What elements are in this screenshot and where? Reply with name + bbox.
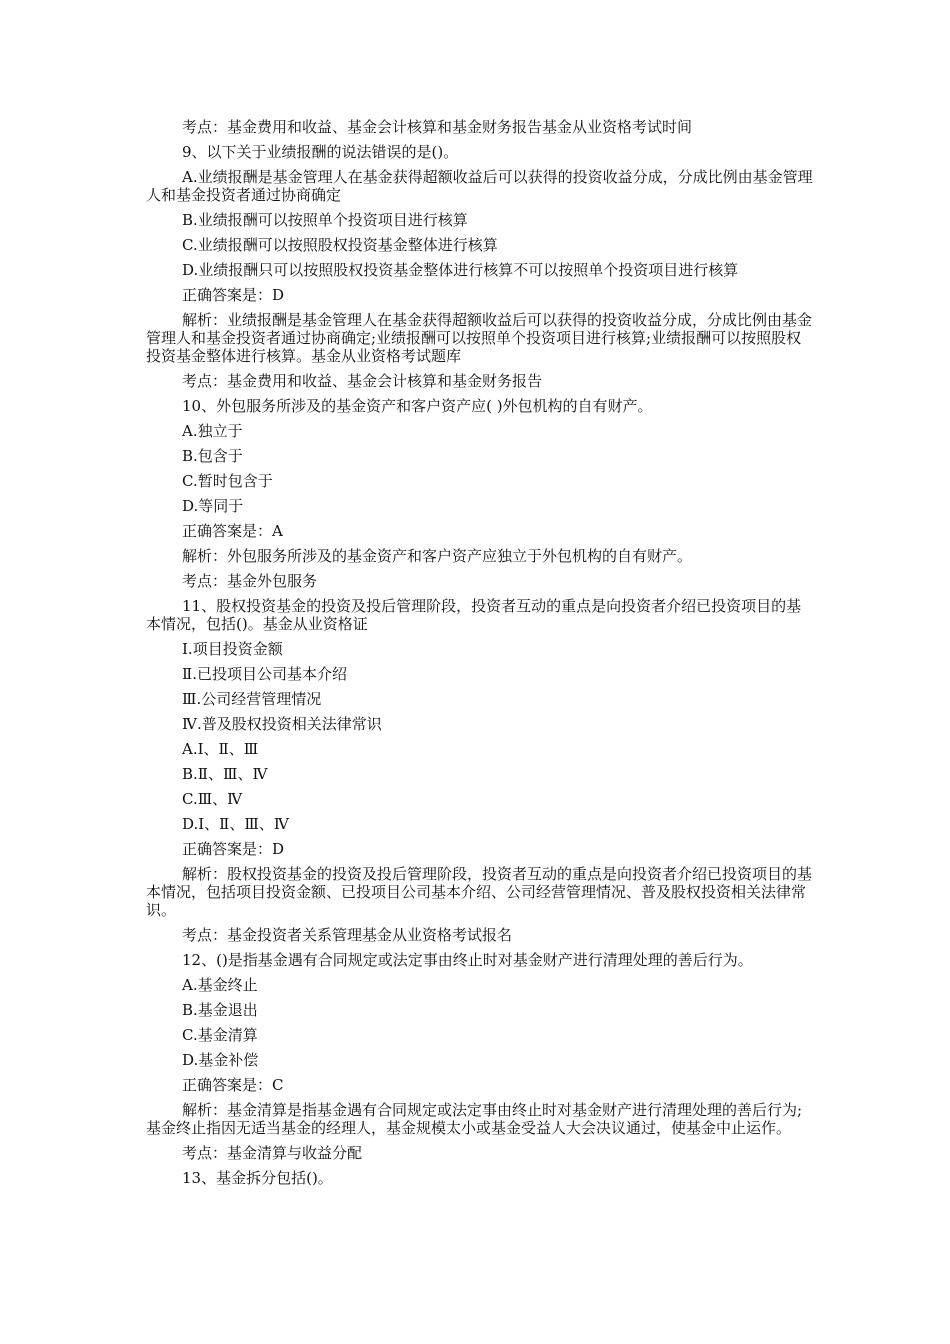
paragraph: 正确答案是：D bbox=[182, 840, 285, 858]
paragraph: 解析：外包服务所涉及的基金资产和客户资产应独立于外包机构的自有财产。 bbox=[182, 547, 693, 565]
paragraph: 10、外包服务所涉及的基金资产和客户资产应( )外包机构的自有财产。 bbox=[182, 397, 653, 415]
paragraph: 正确答案是：A bbox=[182, 522, 283, 540]
paragraph: B.基金退出 bbox=[182, 1001, 258, 1019]
paragraph: 13、基金拆分包括()。 bbox=[182, 1169, 333, 1187]
document-body bbox=[146, 118, 814, 1187]
paragraph: 正确答案是：C bbox=[182, 1076, 284, 1094]
paragraph: D.等同于 bbox=[182, 497, 244, 515]
paragraph: 考点：基金费用和收益、基金会计核算和基金财务报告基金从业资格考试时间 bbox=[182, 118, 693, 136]
paragraph: 11、股权投资基金的投资及投后管理阶段，投资者互动的重点是向投资者介绍已投资项目的基本情况，包括()。基金从业资格证 bbox=[146, 597, 802, 633]
paragraph: C.业绩报酬可以按照股权投资基金整体进行核算 bbox=[182, 236, 498, 254]
paragraph: Ⅲ.公司经营管理情况 bbox=[182, 690, 322, 708]
paragraph: B.包含于 bbox=[182, 447, 243, 465]
paragraph: Ⅱ.已投项目公司基本介绍 bbox=[182, 665, 347, 683]
paragraph: B.Ⅱ、Ⅲ、Ⅳ bbox=[182, 765, 268, 783]
paragraph: C.基金清算 bbox=[182, 1026, 258, 1044]
paragraph: 考点：基金清算与收益分配 bbox=[182, 1144, 363, 1162]
paragraph: 解析：基金清算是指基金遇有合同规定或法定事由终止时对基金财产进行清理处理的善后行为;基金终止指因无适当基金的经理人，基金规模太小或基金受益人大会决议通过，使基金中止运作。 bbox=[146, 1101, 803, 1137]
paragraph: 9、以下关于业绩报酬的说法错误的是()。 bbox=[182, 143, 459, 161]
paragraph: Ⅳ.普及股权投资相关法律常识 bbox=[182, 715, 382, 733]
paragraph: A.Ⅰ、Ⅱ、Ⅲ bbox=[182, 740, 259, 758]
paragraph: 考点：基金投资者关系管理基金从业资格考试报名 bbox=[182, 926, 513, 944]
paragraph: 解析：股权投资基金的投资及投后管理阶段，投资者互动的重点是向投资者介绍已投资项目的基本情况，包括项目投资金额、已投项目公司基本介绍、公司经营管理情况、普及股权投资相关法律常识。 bbox=[146, 865, 813, 919]
paragraph: A.业绩报酬是基金管理人在基金获得超额收益后可以获得的投资收益分成，分成比例由基金管理人和基金投资者通过协商确定 bbox=[146, 168, 813, 204]
paragraph: 12、()是指基金遇有合同规定或法定事由终止时对基金财产进行清理处理的善后行为。 bbox=[182, 951, 753, 969]
paragraph: A.基金终止 bbox=[182, 976, 258, 994]
paragraph: A.独立于 bbox=[182, 422, 243, 440]
paragraph: 正确答案是：D bbox=[182, 286, 285, 304]
paragraph: 解析：业绩报酬是基金管理人在基金获得超额收益后可以获得的投资收益分成，分成比例由基金管理人和基金投资者通过协商确定;业绩报酬可以按照单个投资项目进行核算;业绩报酬可以按照股权投资基金整体进行核算。基金从业资格考试题库 bbox=[146, 311, 813, 365]
paragraph: D.Ⅰ、Ⅱ、Ⅲ、Ⅳ bbox=[182, 815, 289, 833]
paragraph: 考点：基金外包服务 bbox=[182, 572, 318, 590]
paragraph: C.暂时包含于 bbox=[182, 472, 273, 490]
paragraph: 考点：基金费用和收益、基金会计核算和基金财务报告 bbox=[182, 372, 543, 390]
paragraph: D.基金补偿 bbox=[182, 1051, 259, 1069]
paragraph: B.业绩报酬可以按照单个投资项目进行核算 bbox=[182, 211, 468, 229]
paragraph: C.Ⅲ、Ⅳ bbox=[182, 790, 243, 808]
paragraph: D.业绩报酬只可以按照股权投资基金整体进行核算不可以按照单个投资项目进行核算 bbox=[182, 261, 739, 279]
paragraph: Ⅰ.项目投资金额 bbox=[182, 640, 283, 658]
